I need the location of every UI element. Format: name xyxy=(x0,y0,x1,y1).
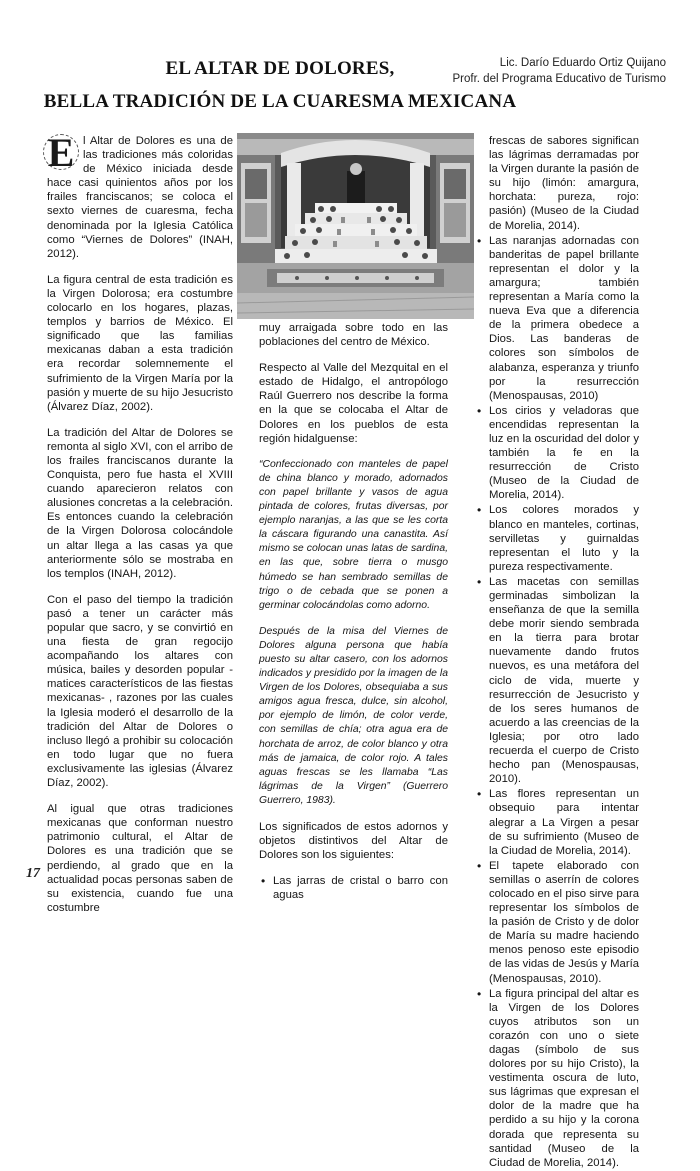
altar-photo-icon xyxy=(237,133,474,319)
list-item: • Los cirios y veladoras que encendidas representan la luz en la oscuridad del dolor y también la fe en la resurrección de Cristo (Museo de la Ciudad de Morelia, 2014). xyxy=(475,404,639,503)
text-column-2 xyxy=(259,321,448,903)
paragraph: Con el paso del tiempo la tradición pasó a tener un carácter más popular que sacro, y se convirtió en una fiesta de gran regocijo acompañando los altares con música, bailes y desorden popular - matices característicos de las fiestas mexicanas- , razones por las cuales la Iglesia moderó el desarrollo de la tradición del Altar de Dolores o incluso llegó a prohibir su colocación en todo lugar que no fuera exclusivamente las iglesias (Álvarez Díaz, 2002). xyxy=(47,593,233,790)
paragraph: Respecto al Valle del Mezquital en el estado de Hidalgo, el antropólogo Raúl Guerrero nos describe la forma en la que se colocaba el Altar de Dolores en los pueblos de esta región hidalguense: xyxy=(259,362,448,445)
list-item: • Las naranjas adornadas con banderitas de papel brillante representan el dolor y la amargura; también representan a María como la nueva Eva que a diferencia de la primera obedece a Dios. Las banderas de colores son símbolos de alabanza, esperanza y triunfo por la resurrección (Menospausas, 2010) xyxy=(475,234,639,403)
paragraph: muy arraigada sobre todo en las poblaciones del centro de México. xyxy=(259,322,448,349)
quote-paragraph: Después de la misa del Viernes de Dolores alguna persona que había puesto su altar casero, con los adornos indicados y presidido por la imagen de la Virgen de los Dolores, obsequiaba a sus amigos agua fresca, dulce, sin alcohol, por ejemplo de limón, de color verde, con semillas de chía; otra agua era de horchata de arroz, de color blanco y otra más de jamaica, de color rojo. A tales aguas frescas se les llamaba “Las lágrimas de la Virgen” (Guerrero Guerrero, 1983). xyxy=(259,625,448,806)
paragraph: La figura central de esta tradición es la Virgen Dolorosa; era costumbre colocarlo en los hogares, plazas, templos y barrios de México. El significado que las familias mexicanas daban a esta tradición era recordar solemnemente el sufrimiento de la Virgen María por la pasión y muerte de su hijo Jesucristo (Álvarez Díaz, 2002). xyxy=(47,273,233,413)
bullet-list xyxy=(259,874,448,902)
paragraph: Al igual que otras tradiciones mexicanas que conforman nuestro patrimonio cultural, el Altar de Dolores es una tradición que se perdiendo, al grado que en la actualidad pocas personas saben de su existencia, cuando fue una costumbre xyxy=(47,803,233,914)
list-item-continuation: frescas de sabores significan las lágrimas derramadas por la Virgen durante la pasión de su hijo (limón: amargura, horchata: pureza, rojo: pasión) (Museo de la Ciudad de Morelia, 2014). xyxy=(489,135,639,232)
list-item: • Los colores morados y blanco en manteles, cortinas, servilletas y guirnaldas representan el luto y la pureza respectivamente. xyxy=(475,503,639,573)
quote-paragraph: “Confeccionado con manteles de papel de china blanco y morado, adornados con papel brillante y vasos de agua pintada de colores, frutas diversas, por ejemplo naranjas, a las que se les corta la cáscara figurando una canastita. Así mismo se colocan unas latas de sardina, en las que, sobre tierra o musgo húmedo se han sembrado semillas de trigo o de cebada que se ponen a germinar colocándolas como adorno. xyxy=(259,458,448,611)
page-number: 17 xyxy=(26,866,40,881)
paragraph xyxy=(47,130,233,261)
paragraph: La tradición del Altar de Dolores se remonta al siglo XVI, con el arribo de los frailes franciscanos durante la Conquista, pero fue hasta el XVIII cuando aparecieron relatos con alusiones concretas a la celebración. Es entonces cuando la celebración de la Virgen Dolorosa colocándole un altar llega a las casas ya que anteriormente sólo se mostraba en los templos (INAH, 2012). xyxy=(47,426,233,580)
list-item: • La figura principal del altar es la Virgen de los Dolores cuyos atributos son un corazón con uno o siete dagas (símbolo de sus dolores por su hijo Cristo), la vestimenta oscura de luto, sus lágrimas que expresan el dolor de la madre que ha perdido a su hijo y la corona dorada que representa su santidad (Museo de la Ciudad de Morelia, 2014). xyxy=(475,987,639,1170)
bullet-list xyxy=(475,234,639,1170)
author-role: Profr. del Programa Educativo de Turismo xyxy=(452,73,666,85)
paragraph: Los significados de estos adornos y objetos distintivos del Altar de Dolores son los siguientes: xyxy=(259,821,448,862)
list-item: • Las macetas con semillas germinadas simbolizan la enseñanza de que la semilla debe morir siendo sembrada en la tierra para brotar nuevamente dando frutos nuevos, es una metáfora del ciclo de vida, muerte y resurrección de Jesucristo y de los seres humanos de acuerdo a las creencias de la Iglesia; por otro lado recuerda el cuerpo de Cristo hecho pan (Menospausas, 2010). xyxy=(475,575,639,786)
drop-cap: E xyxy=(43,134,79,170)
altar-photo xyxy=(237,133,474,319)
author-name: Lic. Darío Eduardo Ortiz Quijano xyxy=(499,57,666,69)
author-byline xyxy=(453,55,667,87)
list-item: • Las jarras de cristal o barro con aguas xyxy=(259,874,448,902)
list-item: • El tapete elaborado con semillas o aserrín de colores colocado en el piso sirve para representar los símbolos de la pasión de Cristo y de dolor de María su madre haciendo menos penoso este episodio de las vidas de Jesús y María (Menospausas, 2010). xyxy=(475,859,639,986)
text-column-1 xyxy=(47,130,233,927)
list-item: • Las flores representan un obsequio para intentar alegrar a La Virgen a pesar de su sufrimiento (Museo de la Ciudad de Morelia, 2014). xyxy=(475,787,639,857)
paragraph-text: l Altar de Dolores es una de las tradiciones más coloridas de México iniciada desde hace casi quinientos años por los frailes franciscanos; se coloca el sexto viernes de cuaresma, fecha denominada por la Iglesia Católica como “Viernes de Dolores” (INAH, 2012). xyxy=(47,135,233,260)
article-title-line-1: EL ALTAR DE DOLORES, xyxy=(165,58,395,79)
article-title-line-2: BELLA TRADICIÓN DE LA CUARESMA MEXICANA xyxy=(43,91,517,112)
text-column-3 xyxy=(475,134,639,1171)
